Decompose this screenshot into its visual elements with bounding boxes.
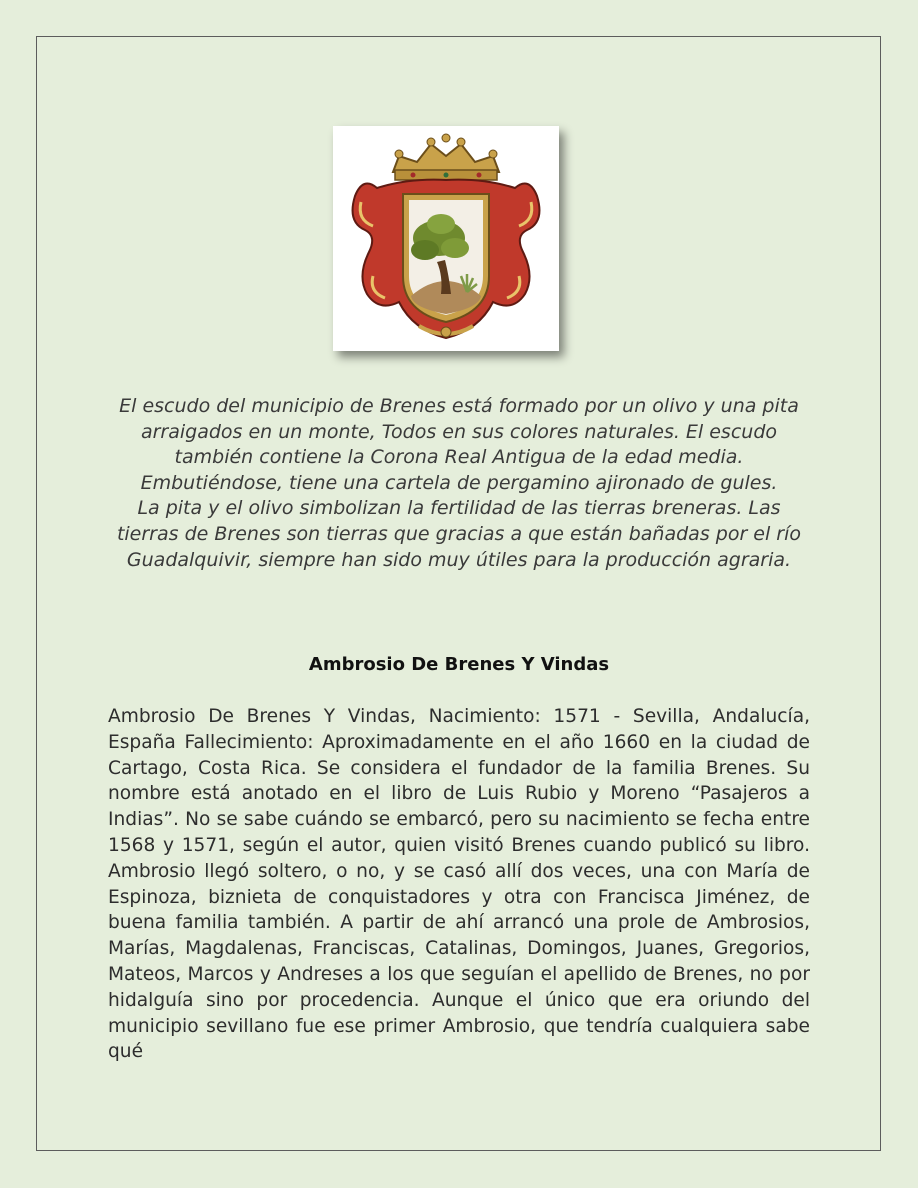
section-heading: Ambrosio De Brenes Y Vindas <box>308 654 610 675</box>
shield-icon <box>403 194 489 322</box>
caption-paragraph: La pita y el olivo simbolizan la fertilidad de las tierras breneras. Las tierras de Brenes son tierras que gracias a que están bañadas por el río Guadalquivir, siempre han sido muy útiles para la producción agraria. <box>116 497 802 571</box>
section-body-text: Ambrosio De Brenes Y Vindas, Nacimiento: 1571 - Sevilla, Andalucía, España Fallecimiento: Aproximadamente en el año 1660 en la ciudad de Cartago, Costa Rica. Se considera el fundador de la familia Brenes. Su nombre está anotado en el libro de Luis Rubio y Moreno “Pasajeros a Indias”. No se sabe cuándo se embarcó, pero su nacimiento se fecha entre 1568 y 1571, según el autor, quien visitó Brenes cuando publicó su libro. Ambrosio llegó soltero, o no, y se casó allí dos veces, una con María de Espinoza, biznieta de conquistadores y otra con Francisca Jiménez, de buena familia también. A partir de ahí arrancó una prole de Ambrosios, Marías, Magdalenas, Franciscas, Catalinas, Domingos, Juanes, Gregorios, Mateos, Marcos y Andreses a los que seguían el apellido de Brenes, no por hidalguía sino por procedencia. Aunque el único que era oriundo del municipio sevillano fue ese primer Ambrosio, que tendría cualquiera sabe qué <box>108 706 810 1063</box>
coat-of-arms-icon <box>333 126 559 351</box>
coat-of-arms-caption <box>108 394 810 573</box>
crown-icon <box>393 134 499 180</box>
caption-paragraph: El escudo del municipio de Brenes está formado por un olivo y una pita arraigados en un monte, Todos en sus colores naturales. El escudo también contiene la Corona Real Antigua de la edad media. Embutiéndose, tiene una cartela de pergamino ajironado de gules. <box>119 395 799 494</box>
coat-of-arms-image <box>333 126 559 351</box>
